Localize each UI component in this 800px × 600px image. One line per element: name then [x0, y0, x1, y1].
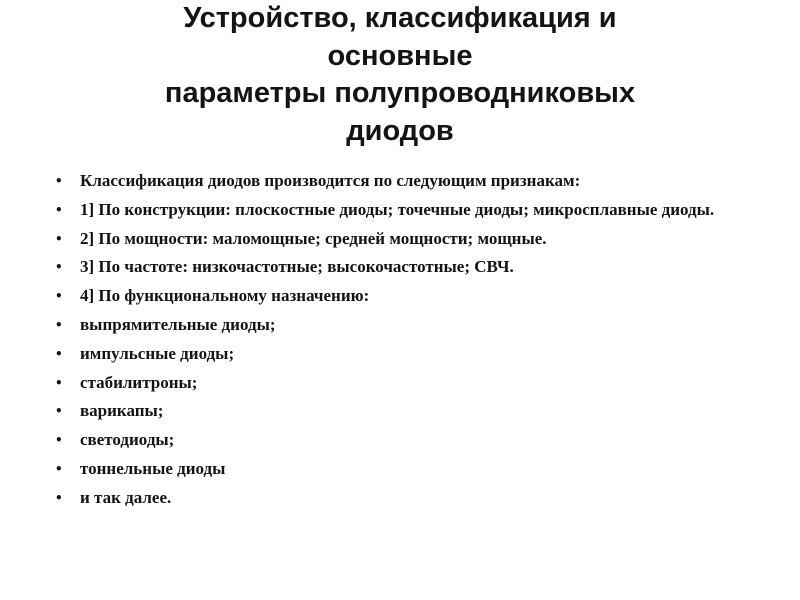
title-line: параметры полупроводниковых — [164, 77, 636, 109]
list-item-text: варикапы; — [80, 401, 164, 421]
bullet-icon: • — [55, 490, 63, 505]
list-item-text: 4] По функциональному назначению: — [80, 286, 370, 306]
bullet-icon: • — [55, 375, 63, 390]
list-item-text: 1] По конструкции: плоскостные диоды; точечные диоды; микросплавные диоды. — [80, 199, 715, 219]
bullet-icon: • — [55, 317, 63, 332]
title-line: Устройство, классификация и — [183, 2, 617, 34]
list-item — [55, 374, 755, 393]
list-item — [55, 345, 755, 364]
list-item-text: 2] По мощности: маломощные; средней мощности; мощные. — [80, 228, 547, 248]
list-item — [55, 201, 755, 220]
list-item — [55, 172, 755, 191]
bullet-icon: • — [55, 404, 63, 419]
list-item — [55, 460, 755, 479]
list-item-text: выпрямительные диоды; — [80, 314, 276, 334]
list-item-text: светодиоды; — [80, 430, 175, 450]
bullet-icon: • — [55, 289, 63, 304]
list-item-text: импульсные диоды; — [80, 343, 235, 363]
bullet-icon: • — [55, 346, 63, 361]
list-item — [55, 431, 755, 450]
bullet-icon: • — [55, 174, 63, 188]
list-item — [55, 230, 755, 249]
list-item-text: тоннельные диоды — [80, 458, 226, 478]
list-item — [55, 316, 755, 335]
list-item-text: Классификация диодов производится по следующим признакам: — [80, 171, 581, 190]
slide-title — [60, 0, 740, 150]
bullet-icon: • — [55, 231, 63, 246]
list-item-text: и так далее. — [80, 487, 172, 507]
list-item — [55, 402, 755, 421]
list-item — [55, 258, 755, 277]
bullet-list — [55, 172, 755, 518]
list-item — [55, 287, 755, 306]
bullet-icon: • — [55, 202, 63, 217]
title-line: диодов — [346, 114, 454, 147]
list-item — [55, 489, 755, 508]
list-item-text: стабилитроны; — [80, 372, 198, 392]
bullet-icon: • — [55, 461, 63, 476]
bullet-icon: • — [55, 260, 63, 275]
bullet-icon: • — [55, 433, 63, 448]
list-item-text: 3] По частоте: низкочастотные; высокочастотные; СВЧ. — [80, 257, 514, 277]
title-line: основные — [327, 39, 473, 72]
